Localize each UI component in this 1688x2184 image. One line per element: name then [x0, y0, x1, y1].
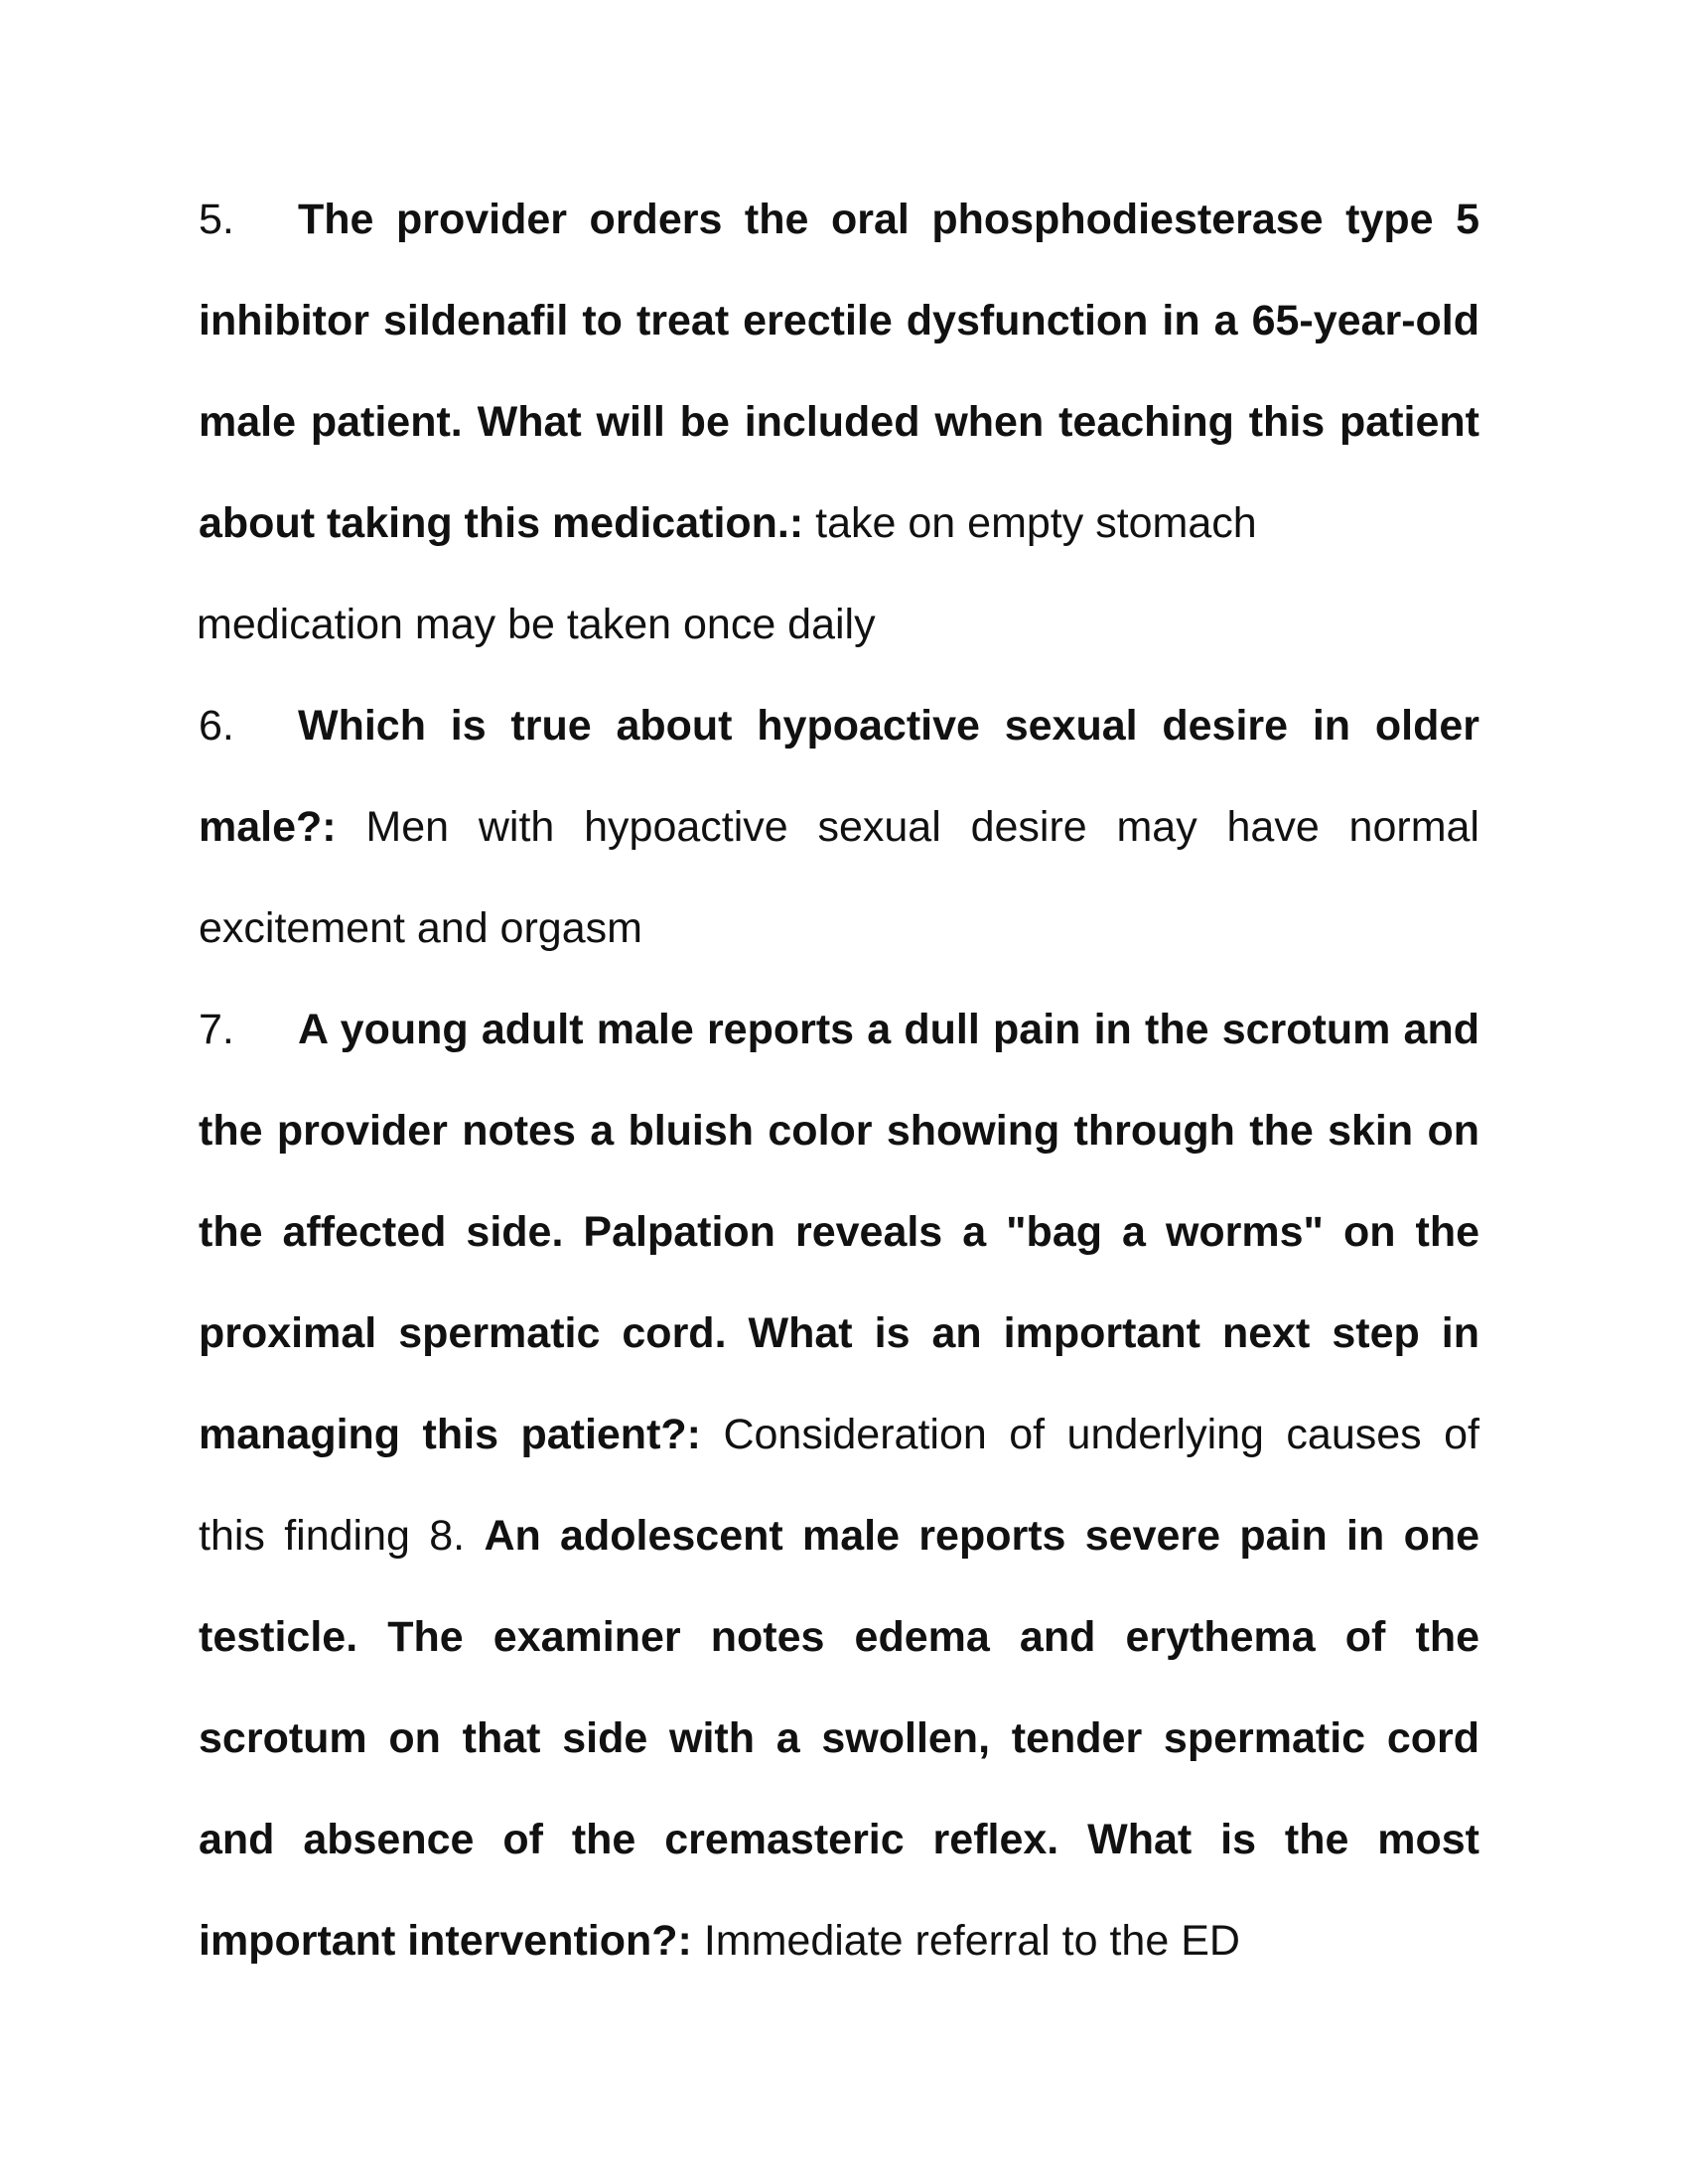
item-7-line-3 — [199, 1197, 1479, 1298]
question-text: inhibitor sildenafil to treat erectile dysfunction in a 65-year-old — [199, 297, 1479, 344]
question-text: scrotum on that side with a swollen, tender spermatic cord — [199, 1714, 1479, 1762]
question-text: proximal spermatic cord. What is an important next step in — [199, 1309, 1479, 1357]
question-text: testicle. The examiner notes edema and erythema of the — [199, 1613, 1479, 1661]
item-7-line-2 — [199, 1096, 1479, 1197]
item-5-line-5 — [197, 590, 1479, 691]
question-text: male patient. What will be included when teaching this patient — [199, 398, 1479, 446]
question-text: important intervention?: — [199, 1917, 692, 1965]
item-7-line-4 — [199, 1298, 1479, 1400]
item-6-line-2 — [199, 792, 1479, 893]
question-text: the affected side. Palpation reveals a "bag a worms" on the — [199, 1208, 1479, 1256]
item-number: 8. — [429, 1512, 466, 1560]
question-text: about taking this medication.: — [199, 499, 804, 547]
answer-text: take on empty stomach — [815, 499, 1257, 547]
item-8-line-5 — [199, 1906, 1479, 2007]
question-text: and absence of the cremasteric reflex. What is the most — [199, 1816, 1479, 1863]
item-number: 5. — [199, 196, 234, 243]
question-text: managing this patient?: — [199, 1411, 701, 1458]
question-text: A young adult male reports a dull pain in the scrotum and — [298, 1006, 1479, 1053]
answer-text: this finding — [199, 1512, 410, 1560]
item-6-line-1 — [199, 691, 1479, 792]
item-8-line-2 — [199, 1602, 1479, 1704]
question-text: male?: — [199, 803, 337, 851]
answer-text: excitement and orgasm — [199, 904, 642, 952]
item-5-line-2 — [199, 286, 1479, 387]
answer-text: Consideration of underlying causes of — [723, 1411, 1480, 1458]
document-page — [199, 185, 1479, 2007]
item-8-line-3 — [199, 1704, 1479, 1805]
question-text: the provider notes a bluish color showing through the skin on — [199, 1107, 1479, 1155]
item-number: 7. — [199, 1006, 234, 1053]
answer-text: Immediate referral to the ED — [703, 1917, 1240, 1965]
question-text: Which is true about hypoactive sexual desire in older — [298, 702, 1479, 750]
item-7-line-1 — [199, 995, 1479, 1096]
question-text: The provider orders the oral phosphodiesterase type 5 — [298, 196, 1479, 243]
question-text: An adolescent male reports severe pain in one — [484, 1512, 1480, 1560]
item-5-line-1 — [199, 185, 1479, 286]
item-8-line-1 — [199, 1501, 1479, 1602]
answer-text: Men with hypoactive sexual desire may have normal — [365, 803, 1479, 851]
item-6-line-3 — [199, 893, 1479, 995]
item-7-line-5 — [199, 1400, 1479, 1501]
item-5-line-4 — [199, 488, 1479, 590]
item-number: 6. — [199, 702, 234, 750]
item-5-line-3 — [199, 387, 1479, 488]
item-8-line-4 — [199, 1805, 1479, 1906]
answer-text: medication may be taken once daily — [197, 601, 876, 648]
